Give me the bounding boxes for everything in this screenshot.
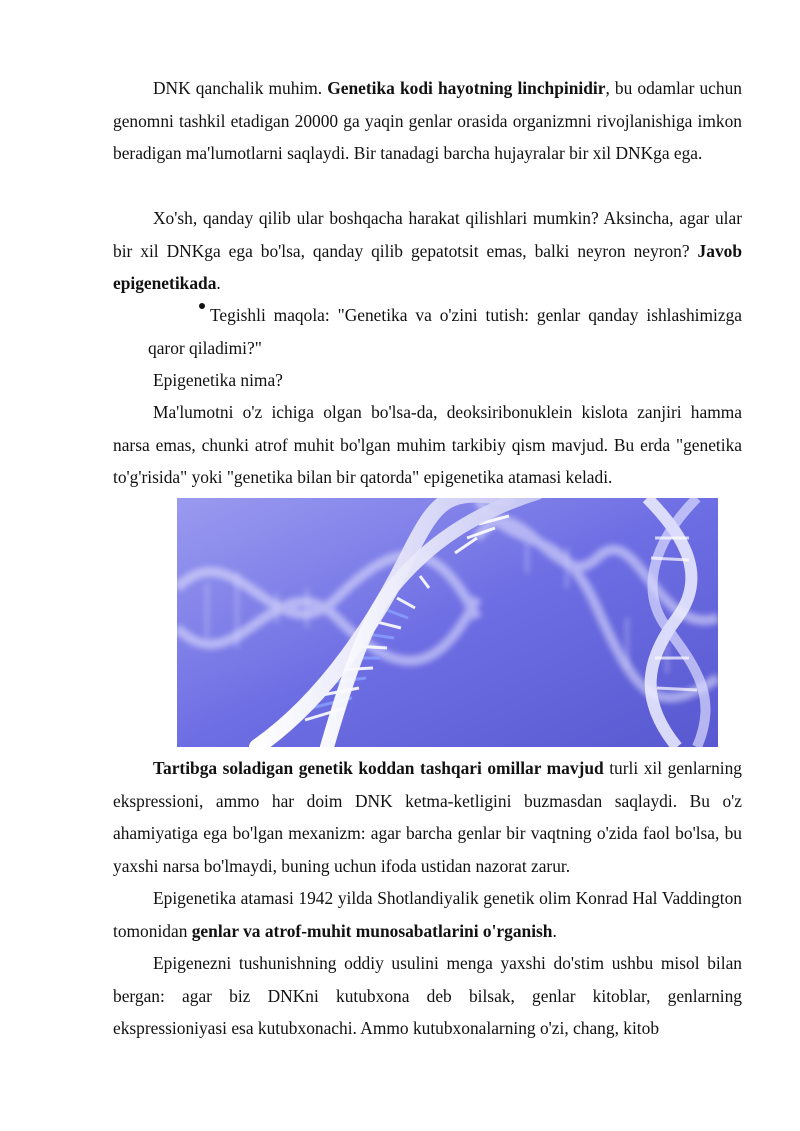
related-article-text: Tegishli maqola: "Genetika va o'zini tutish: genlar qanday ishlashimizga qaror qiladimi?" <box>148 305 742 358</box>
paragraph-dna-importance <box>113 72 742 170</box>
text-run: Ma'lumotni o'z ichiga olgan bo'lsa-da, deoksiribonuklein kislota zanjiri hamma narsa emas, chunki atrof muhit bo'lgan muhim tarkibiy qism mavjud. Bu erda "genetika to'g'risida" yoki "genetika bilan bir qatorda" epigenetika atamasi keladi. <box>113 402 742 487</box>
paragraph-regulating-factors <box>113 752 742 882</box>
paragraph-library-analogy <box>113 947 742 1045</box>
text-run: turli xil genlarning ekspressioni, ammo har doim DNK ketma-ketligini buzmasdan saqlaydi. Bu o'z ahamiyatiga ega bo'lgan mexanizm: agar barcha genlar bir vaqtning o'zida faol bo'lsa, bu yaxshi narsa bo'lmaydi, buning uchun ifoda ustidan nazorat zarur. <box>113 758 742 876</box>
paragraph-question <box>113 202 742 300</box>
text-run: , bu odamlar uchun genomni tashkil etadigan 20000 ga yaqin genlar orasida organizmni rivojlanishiga imkon beradigan ma'lumotlarni saqlaydi. Bir tanadagi barcha hujayralar bir xil DNKga ega. <box>113 78 742 163</box>
text-run: DNK qanchalik muhim. <box>153 78 328 98</box>
subheading-what-is-epigenetics <box>113 364 742 397</box>
bold-phrase: Tartibga soladigan genetik koddan tashqari omillar mavjud <box>153 758 604 778</box>
bold-phrase: Javob epigenetikada <box>113 240 742 293</box>
text-run: Epigenetika nima? <box>153 370 283 390</box>
related-article-item <box>148 299 742 364</box>
bold-phrase: Genetika kodi hayotning linchpinidir <box>327 78 606 98</box>
dna-illustration <box>177 498 718 747</box>
text-run: Epigenezni tushunishning oddiy usulini menga yaxshi do'stim ushbu misol bilan bergan: agar biz DNKni kutubxona deb bilsak, genlar kitoblar, genlarning ekspressioniyasi esa kutubxonachi. Ammo kutubxonalarning o'zi, chang, kitob <box>113 953 742 1038</box>
text-run: . <box>552 920 557 941</box>
text-run: Xo'sh, qanday qilib ular boshqacha harakat qilishlari mumkin? Aksincha, agar ular bir xil DNKga ega bo'lsa, qanday qilib gepatotsit emas, balki neyron neyron? <box>113 208 742 261</box>
text-run: . <box>216 273 221 293</box>
bold-phrase: genlar va atrof-muhit munosabatlarini o'rganish <box>191 920 553 941</box>
text-run: Epigenetika atamasi 1942 yilda Shotlandiyalik genetik olim Konrad Hal Vaddington tomonidan <box>113 888 742 941</box>
dna-helix-icon <box>177 498 718 747</box>
paragraph-term-history <box>113 882 742 947</box>
paragraph-dna-chain <box>113 396 742 494</box>
